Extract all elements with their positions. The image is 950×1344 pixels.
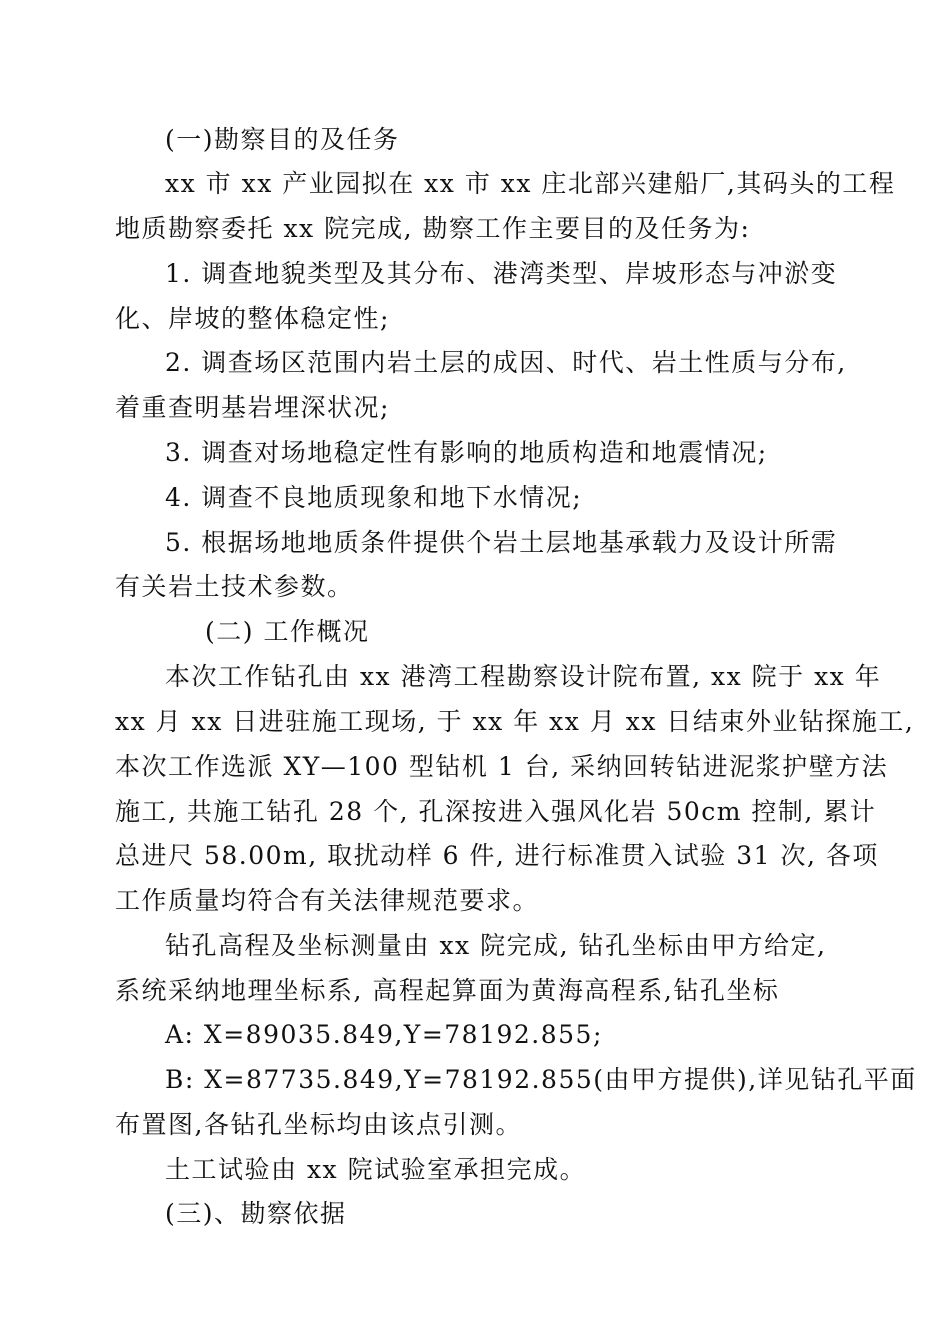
list-item: 3. 调查对场地稳定性有影响的地质构造和地震情况;	[165, 438, 768, 467]
paragraph-line: 土工试验由 xx 院试验室承担完成。	[165, 1155, 587, 1184]
list-item: 5. 根据场地地质条件提供个岩土层地基承载力及设计所需	[165, 528, 838, 557]
paragraph-line: 布置图,各钻孔坐标均由该点引测。	[115, 1110, 522, 1139]
list-item: 4. 调查不良地质现象和地下水情况;	[165, 483, 583, 512]
section-heading-3: (三)、勘察依据	[165, 1199, 347, 1228]
coordinate-b: B: X=87735.849,Y=78192.855(由甲方提供),详见钻孔平面	[165, 1065, 917, 1094]
list-item-continuation: 有关岩土技术参数。	[115, 572, 354, 601]
paragraph-line: xx 月 xx 日进驻施工现场, 于 xx 年 xx 月 xx 日结束外业钻探施工,	[115, 707, 915, 736]
paragraph-line: 工作质量均符合有关法律规范要求。	[115, 886, 540, 915]
section-heading-2: (二) 工作概况	[205, 617, 370, 646]
paragraph-line: 钻孔高程及坐标测量由 xx 院完成, 钻孔坐标由甲方给定,	[165, 931, 827, 960]
section-heading-1: (一)勘察目的及任务	[165, 125, 400, 154]
paragraph-line: 地质勘察委托 xx 院完成, 勘察工作主要目的及任务为:	[115, 214, 751, 243]
list-item: 1. 调查地貌类型及其分布、港湾类型、岸坡形态与冲淤变	[165, 259, 838, 288]
coordinate-a: A: X=89035.849,Y=78192.855;	[165, 1020, 603, 1049]
list-item-continuation: 化、岸坡的整体稳定性;	[115, 304, 390, 333]
paragraph-line: 施工, 共施工钻孔 28 个, 孔深按进入强风化岩 50cm 控制, 累计	[115, 797, 877, 826]
paragraph-line: 本次工作钻孔由 xx 港湾工程勘察设计院布置, xx 院于 xx 年	[165, 662, 882, 691]
paragraph-line: xx 市 xx 产业园拟在 xx 市 xx 庄北部兴建船厂,其码头的工程	[165, 169, 896, 198]
paragraph-line: 本次工作选派 XY—100 型钻机 1 台, 采纳回转钻进泥浆护壁方法	[115, 752, 889, 781]
paragraph-line: 总进尺 58.00m, 取扰动样 6 件, 进行标准贯入试验 31 次, 各项	[115, 841, 879, 870]
list-item: 2. 调查场区范围内岩土层的成因、时代、岩土性质与分布,	[165, 348, 847, 377]
list-item-continuation: 着重查明基岩埋深状况;	[115, 393, 390, 422]
paragraph-line: 系统采纳地理坐标系, 高程起算面为黄海高程系,钻孔坐标	[115, 976, 780, 1005]
